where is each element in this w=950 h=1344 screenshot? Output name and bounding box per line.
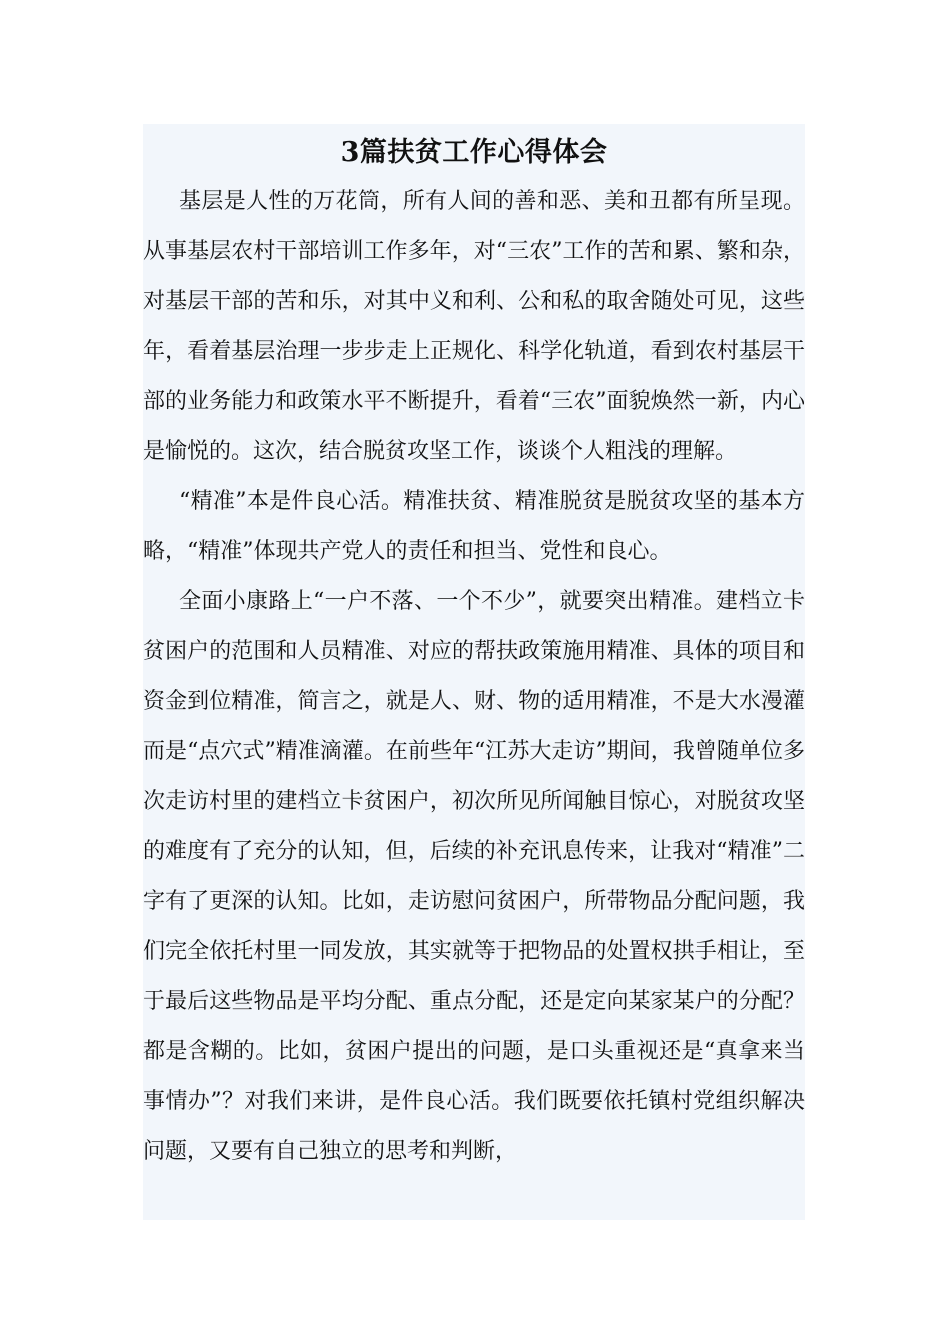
- document-page: [143, 124, 805, 1220]
- document-body: [143, 177, 805, 1177]
- document-title: 3篇扶贫工作心得体会: [340, 137, 608, 168]
- paragraph-3: 全面小康路上“一户不落、一个不少”，就要突出精准。建档立卡贫困户的范围和人员精准、对应的帮扶政策施用精准、具体的项目和资金到位精准，简言之，就是人、财、物的适用精准，不是大水漫灌而是“点穴式”精准滴灌。在前些年“江苏大走访”期间，我曾随单位多次走访村里的建档立卡贫困户，初次所见所闻触目惊心，对脱贫攻坚的难度有了充分的认知，但，后续的补充讯息传来，让我对“精准”二字有了更深的认知。比如，走访慰问贫困户，所带物品分配问题，我们完全依托村里一同发放，其实就等于把物品的处置权拱手相让，至于最后这些物品是平均分配、重点分配，还是定向某家某户的分配？都是含糊的。比如，贫困户提出的问题，是口头重视还是“真拿来当事情办”？对我们来讲，是件良心活。我们既要依托镇村党组织解决问题，又要有自己独立的思考和判断，: [143, 589, 805, 1164]
- paragraph-1: 基层是人性的万花筒，所有人间的善和恶、美和丑都有所呈现。从事基层农村干部培训工作多年，对“三农”工作的苦和累、繁和杂，对基层干部的苦和乐，对其中义和利、公和私的取舍随处可见，这些年，看着基层治理一步步走上正规化、科学化轨道，看到农村基层干部的业务能力和政策水平不断提升，看着“三农”面貌焕然一新，内心是愉悦的。这次，结合脱贫攻坚工作，谈谈个人粗浅的理解。: [143, 189, 805, 464]
- paragraph-2: “精准”本是件良心活。精准扶贫、精准脱贫是脱贫攻坚的基本方略，“精准”体现共产党人的责任和担当、党性和良心。: [143, 489, 805, 564]
